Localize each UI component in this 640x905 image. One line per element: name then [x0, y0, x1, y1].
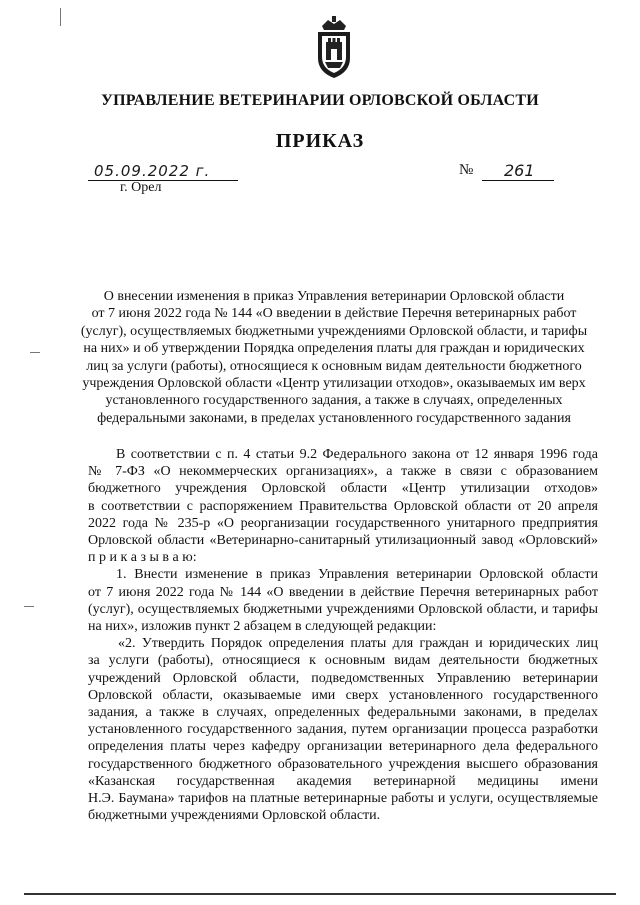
number-field: [482, 160, 554, 181]
document-subject: [60, 288, 608, 427]
number-value: 261: [504, 161, 535, 180]
subject-line: федеральными законами, в пределах установленного государственного задания: [97, 410, 571, 426]
city-label: г. Орел: [120, 180, 162, 195]
paragraph-line: «Казанская государственная академия ветеринарной медицины имени: [88, 773, 598, 789]
date-value: 05.09.2022 г.: [94, 162, 211, 180]
organization-name: УПРАВЛЕНИЕ ВЕТЕРИНАРИИ ОРЛОВСКОЙ ОБЛАСТИ: [101, 92, 539, 109]
paragraph-line: Орловской области «Ветеринарно-санитарный утилизационный завод «Орловский»: [88, 533, 598, 549]
subject-line: установленного государственного задания, а также в случаях, определенных: [105, 393, 563, 409]
paragraph-line: от 7 июня 2022 года № 144 «О введении в действие Перечня ветеринарных работ: [88, 584, 598, 600]
date-field: [88, 162, 238, 181]
subject-line: учреждения Орловской области «Центр утилизации отходов», оказываемых им верх: [82, 376, 586, 392]
coat-of-arms-icon: [314, 16, 354, 80]
paragraph-line: «2. Утвердить Порядок определения платы для граждан и юридических лиц: [118, 636, 598, 652]
subject-line: на них» и об утверждении Порядка определения платы для граждан и юридических: [83, 341, 585, 357]
paragraph-line: Орловской области, оказываемые ими сверх установленного государственного: [88, 687, 598, 703]
order-word: п р и к а з ы в а ю:: [88, 550, 197, 566]
paragraph-line: № 7-ФЗ «О некоммерческих организациях», а также в связи с образованием: [88, 464, 598, 480]
margin-mark: [60, 8, 61, 26]
number-label: №: [459, 162, 474, 178]
paragraph-line: бюджетного учреждения Орловской области «Центр утилизации отходов»: [88, 481, 598, 497]
subject-line: (услуг), осуществляемых бюджетными учреждениями Орловской области, и тарифы: [80, 323, 588, 339]
subject-line: от 7 июня 2022 года № 144 «О введении в действие Перечня ветеринарных работ: [91, 306, 577, 322]
paragraph-line: в соответствии с распоряжением Правительства Орловской области от 20 апреля: [88, 498, 598, 514]
paragraph-line: (услуг), осуществляемых бюджетными учреждениями Орловской области, и тарифы: [88, 601, 598, 617]
document-type-title: ПРИКАЗ: [275, 130, 365, 152]
paragraph-line: на них», изложив пункт 2 абзацем в следующей редакции:: [88, 619, 437, 635]
paragraph-line: В соответствии с п. 4 статьи 9.2 Федерального закона от 12 января 1996 года: [116, 447, 598, 462]
paragraph-line: государственного бюджетного образовательного учреждения высшего образования: [88, 756, 598, 772]
paragraph-line: задания, а также в случаях, определенных федеральными законами, в пределах: [88, 705, 598, 721]
page-bottom-edge: [24, 893, 616, 895]
document-body: [88, 446, 598, 824]
paragraph-line: установленного государственного задания, путем организации процесса разработки: [88, 722, 598, 738]
paragraph-line: учреждений Орловской области, подведомственных Управлению ветеринарии: [88, 670, 598, 686]
margin-mark: [30, 352, 40, 353]
paragraph-line: определения платы через кафедру организации ветеринарного дела федерального: [88, 739, 598, 755]
margin-mark: [24, 606, 34, 607]
subject-line: лиц за услуги (работы), относящиеся к основным видам деятельности бюджетного: [86, 358, 582, 374]
paragraph-line: 1. Внести изменение в приказ Управления ветеринарии Орловской области: [116, 567, 598, 583]
paragraph-line: за услуги (работы), относящиеся к основным видам деятельности бюджетных: [88, 653, 598, 669]
paragraph-line: 2022 года № 235-р «О реорганизации государственного унитарного предприятия: [88, 515, 598, 531]
paragraph-line: Н.Э. Баумана» тарифов на платные ветеринарные работы и услуги, осуществляемые: [88, 791, 598, 807]
paragraph-line: бюджетными учреждениями Орловской области.: [88, 808, 381, 824]
subject-line: О внесении изменения в приказ Управления ветеринарии Орловской области: [103, 289, 565, 304]
